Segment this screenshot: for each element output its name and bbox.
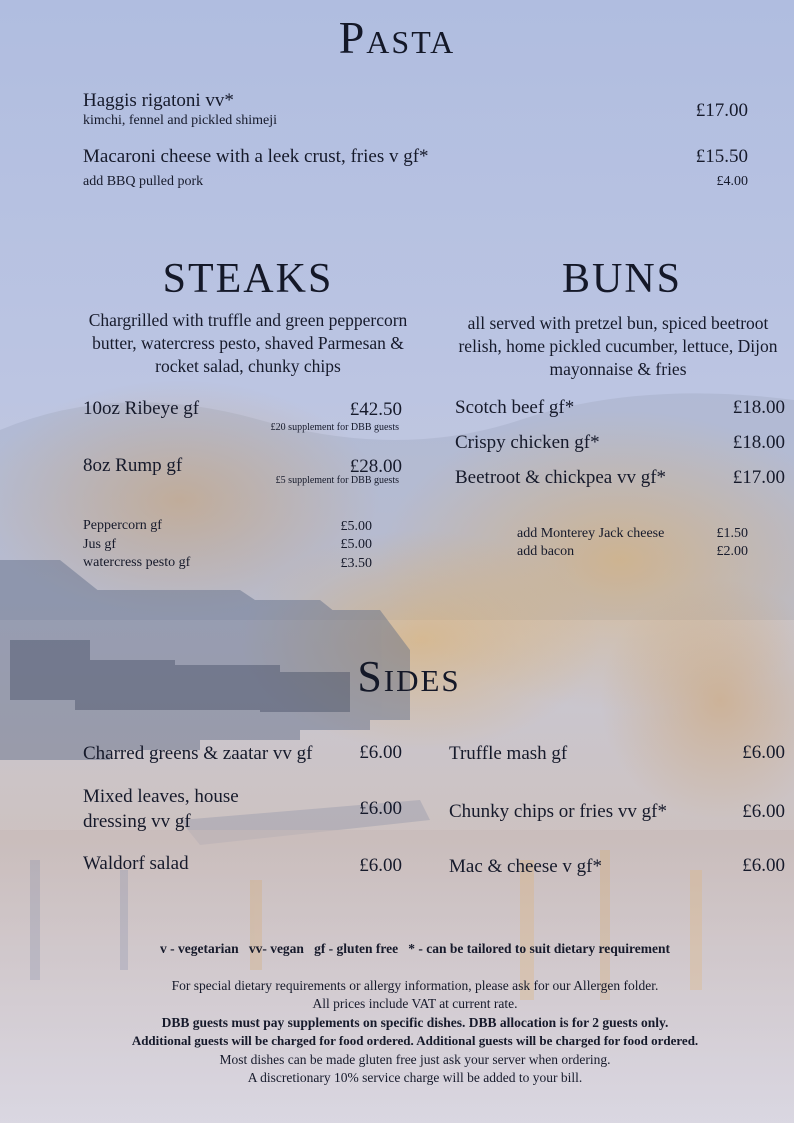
side-item-name: Truffle mash gf [449,743,568,764]
steak-item-price: £42.50 [349,399,402,420]
steaks-intro: Chargrilled with truffle and green peppercorn butter, watercress pesto, shaved Parmesan & rocket salad, chunky chips [88,310,408,376]
steak-extra-price: £5.00 [340,519,372,534]
side-item-name: Waldorf salad [83,853,189,874]
steak-extra-name: watercress pesto gf [83,555,191,570]
footer-line: All prices include VAT at current rate. [312,996,518,1011]
bun-item-name: Beetroot & chickpea vv gf* [455,467,667,488]
side-item-price: £6.00 [742,801,785,822]
steak-extra-price: £3.50 [340,556,372,571]
side-item-name-line2: dressing vv gf [83,811,191,832]
side-item-name: Charred greens & zaatar vv gf [83,743,313,764]
steak-extra-name: Peppercorn gf [83,518,162,533]
steak-item-note: £5 supplement for DBB guests [275,475,399,486]
steaks-title: STEAKS [162,256,334,302]
bun-item-name: Scotch beef gf* [455,397,575,418]
bun-item-name: Crispy chicken gf* [455,432,600,453]
pasta-item-name: Macaroni cheese with a leek crust, fries v gf* [83,146,429,167]
side-item-name: Mac & cheese v gf* [449,856,602,877]
side-item-price: £6.00 [742,742,785,763]
bun-extra-price: £2.00 [716,544,748,559]
pasta-item-desc: kimchi, fennel and pickled shimeji [83,113,278,128]
footer-line: For special dietary requirements or allergy information, please ask for our Allergen folder. [171,978,659,993]
bun-extra-name: add bacon [517,544,575,559]
pasta-title: Pasta [338,12,456,63]
pasta-item-price: £17.00 [695,100,748,121]
footer-line: Most dishes can be made gluten free just ask your server when ordering. [219,1052,611,1067]
side-item-name: Chunky chips or fries vv gf* [449,801,667,822]
dietary-key: v - vegetarian vv- vegan gf - gluten free * - can be tailored to suit dietary requirement [159,941,671,956]
buns-title: BUNS [561,256,683,302]
footer-line: A discretionary 10% service charge will be added to your bill. [247,1070,583,1085]
steak-item-note: £20 supplement for DBB guests [270,422,399,433]
steak-extra-name: Jus gf [83,537,117,552]
side-item-name: Mixed leaves, house [83,786,239,807]
pasta-addon-price: £4.00 [716,174,748,189]
buns-intro: all served with pretzel bun, spiced beetroot relish, home pickled cucumber, lettuce, Dijon mayonnaise & fries [458,313,778,379]
steak-item-name: 10oz Ribeye gf [83,398,200,419]
footer-line: Additional guests will be charged for food ordered. Additional guests will be charged for food ordered. [131,1033,699,1048]
bun-item-price: £18.00 [732,397,785,418]
bun-item-price: £18.00 [732,432,785,453]
steak-item-name: 8oz Rump gf [83,455,183,476]
footer-line: DBB guests must pay supplements on specific dishes. DBB allocation is for 2 guests only. [161,1015,669,1030]
bun-extra-price: £1.50 [716,526,748,541]
pasta-item-name: Haggis rigatoni vv* [83,90,234,111]
bun-extra-name: add Monterey Jack cheese [517,526,665,541]
pasta-addon-desc: add BBQ pulled pork [83,174,204,189]
side-item-price: £6.00 [359,742,402,763]
steak-item-price: £28.00 [349,456,402,477]
pasta-item-price: £15.50 [695,146,748,167]
sides-title: Sides [357,652,461,701]
side-item-price: £6.00 [742,855,785,876]
steak-extra-price: £5.00 [340,537,372,552]
side-item-price: £6.00 [359,855,402,876]
side-item-price: £6.00 [359,798,402,819]
bun-item-price: £17.00 [732,467,785,488]
